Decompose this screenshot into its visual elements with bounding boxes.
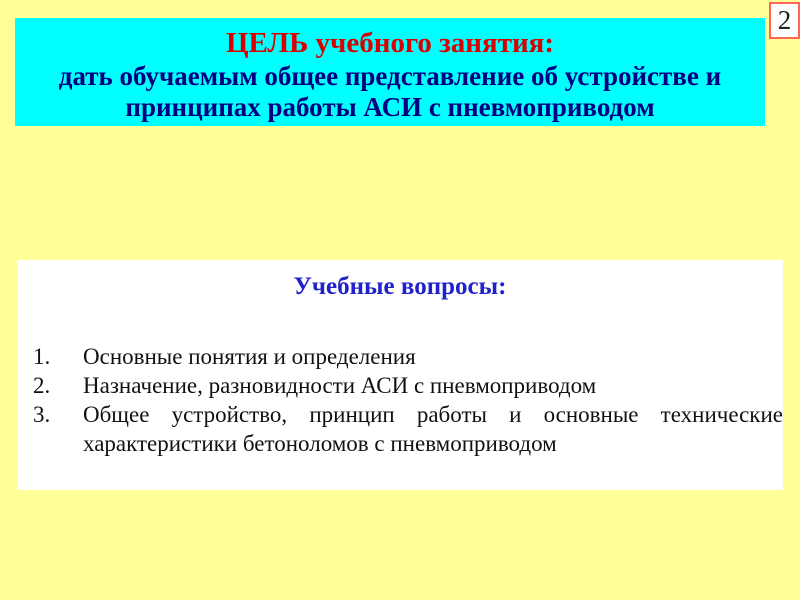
list-item-text: Общее устройство, принцип работы и основные технические характеристики бетоноломов с пневмоприводом [83,402,783,456]
list-item-text: Основные понятия и определения [83,344,416,369]
lesson-goal-title: ЦЕЛЬ учебного занятия: [225,27,555,59]
lesson-goal-header [15,18,765,126]
study-questions-list [17,342,783,458]
list-item-text: Назначение, разновидности АСИ с пневмоприводом [83,373,597,398]
list-item-number: 3. [33,402,51,427]
lesson-goal-subtitle-line1: дать обучаемым общее представление об устройстве и [58,61,722,91]
list-item-number: 2. [33,373,51,398]
page-number: 2 [777,5,792,35]
list-item-number: 1. [33,344,51,369]
list-item [17,400,783,458]
list-item [17,371,783,400]
list-item [17,342,783,371]
lesson-goal-subtitle-line2: принципах работы АСИ с пневмоприводом [125,92,655,122]
study-questions-box [17,260,783,490]
study-questions-heading: Учебные вопросы: [293,273,507,300]
page-number-badge [769,2,800,39]
